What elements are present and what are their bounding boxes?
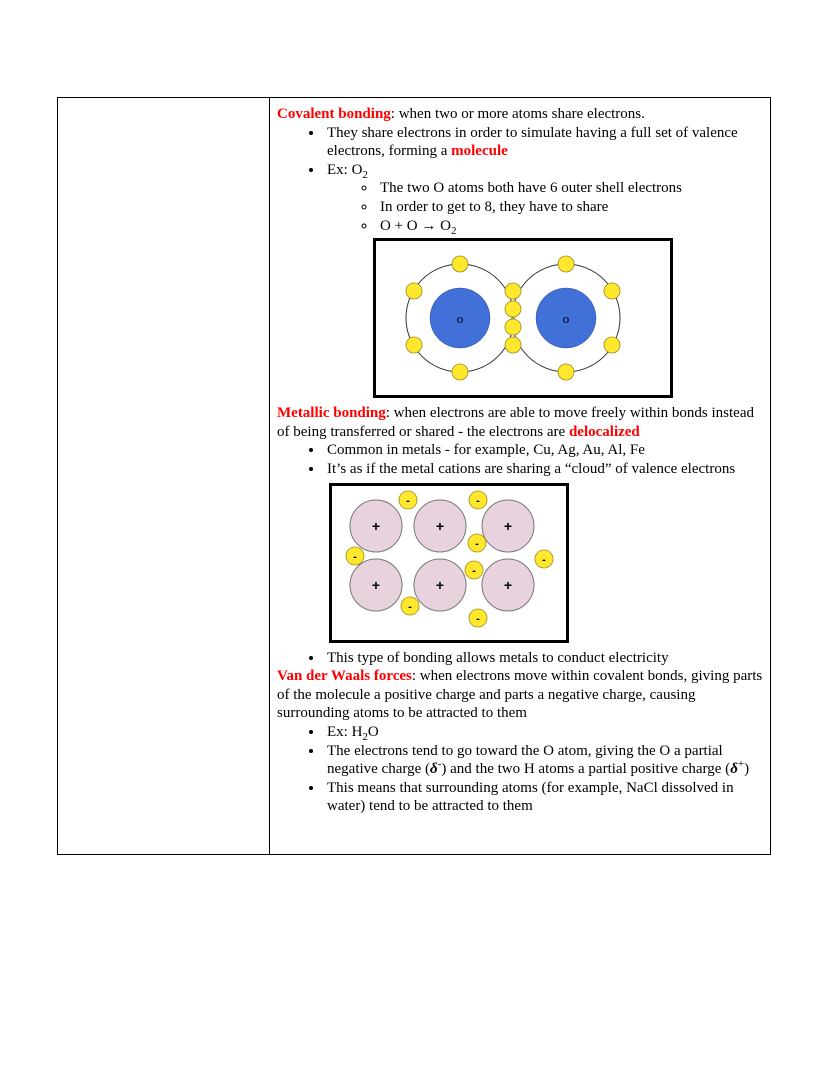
metallic-term: Metallic bonding [277, 405, 386, 422]
electron-dot [604, 337, 620, 353]
atom-label: o [456, 311, 464, 327]
cation-plus-label: + [503, 576, 513, 593]
electron-minus-label: - [542, 553, 546, 566]
list-item [324, 723, 764, 742]
delta-symbol: δ [430, 761, 438, 778]
list-item [324, 441, 764, 460]
list-item [324, 460, 764, 479]
cation-plus-label: + [371, 576, 381, 593]
electron-minus-label: - [406, 494, 410, 507]
table-cell-left [58, 98, 270, 854]
atom-label: o [562, 311, 570, 327]
subscript: 2 [362, 168, 368, 181]
bullet-text: Ex: O [327, 161, 363, 178]
bullet-text: They share electrons in order to simulate having a full set of valence electrons, forming a [327, 124, 738, 160]
vanderwaals-bullet-list [277, 723, 764, 816]
bullet-text: This type of bonding allows metals to conduct electricity [327, 649, 669, 666]
electron-dot [558, 256, 574, 272]
electron-dot [558, 364, 574, 380]
cation-plus-label: + [503, 517, 513, 534]
subscript: 2 [362, 730, 368, 743]
electron-dot [604, 283, 620, 299]
delta-symbol: δ [730, 761, 738, 778]
shared-electron-dot [505, 319, 521, 335]
electron-dot [406, 283, 422, 299]
subscript: 2 [450, 224, 457, 237]
bullet-text: In order to get to 8, they have to share [380, 198, 609, 215]
electron-minus-label: - [476, 612, 480, 625]
bullet-text: The two O atoms both have 6 outer shell electrons [380, 180, 683, 197]
covalent-definition: : when two or more atoms share electrons. [390, 106, 645, 122]
notes-table [57, 97, 771, 855]
electron-minus-label: - [408, 600, 412, 613]
bullet-text: The electrons tend to go toward the O atom, giving the O a partial negative charge ( [327, 742, 723, 778]
list-item [324, 779, 764, 816]
metallic-bullet-list [277, 441, 764, 478]
metallic-diagram-svg [332, 486, 566, 640]
covalent-diagram-svg [376, 241, 670, 395]
list-item [324, 649, 764, 668]
electron-minus-label: - [353, 550, 357, 563]
bullet-text: Common in metals - for example, Cu, Ag, Au, Al, Fe [327, 442, 645, 459]
bullet-text: O + O → O [380, 217, 451, 234]
shared-electron-dot [505, 301, 521, 317]
cation-plus-label: + [435, 576, 445, 593]
superscript: - [437, 758, 442, 771]
superscript: + [737, 758, 745, 771]
bullet-text: ) [744, 761, 750, 778]
vanderwaals-definition: : when electrons move within covalent bonds, giving parts of the molecule a positive charge and parts a negative charge, causing surrounding atoms to be attracted to them [277, 668, 763, 722]
delocalized-highlight: delocalized [568, 423, 640, 440]
covalent-sub-list [327, 179, 764, 235]
metallic-heading [277, 404, 764, 441]
shared-electron-dot [505, 283, 521, 299]
shared-electron-dot [505, 337, 521, 353]
bullet-text: It’s as if the metal cations are sharing a “cloud” of valence electrons [327, 460, 736, 477]
molecule-highlight: molecule [451, 143, 508, 160]
bullet-text: This means that surrounding atoms (for example, NaCl dissolved in water) tend to be attracted to them [327, 779, 734, 815]
list-item [324, 124, 764, 161]
vanderwaals-heading [277, 667, 764, 723]
list-item [377, 198, 764, 217]
list-item [377, 217, 764, 236]
table-cell-content [270, 98, 770, 854]
covalent-bonding-diagram [373, 238, 673, 398]
covalent-heading [277, 105, 764, 124]
electron-minus-label: - [476, 494, 480, 507]
electron-dot [452, 364, 468, 380]
metallic-definition: : when electrons are able to move freely within bonds instead of being transferred or shared - the electrons are [277, 405, 754, 440]
cation-plus-label: + [371, 517, 381, 534]
bullet-text: O [367, 723, 379, 740]
bullet-text: Ex: H [327, 723, 363, 740]
covalent-bullet-list [277, 124, 764, 236]
list-item [324, 742, 764, 779]
bullet-text: ) and the two H atoms a partial positive charge ( [441, 761, 731, 778]
electron-dot [406, 337, 422, 353]
electron-dot [452, 256, 468, 272]
metallic-bonding-diagram [329, 483, 569, 643]
covalent-term: Covalent bonding [277, 106, 391, 122]
cation-plus-label: + [435, 517, 445, 534]
electron-minus-label: - [472, 564, 476, 577]
list-item [324, 161, 764, 235]
vanderwaals-term: Van der Waals forces [277, 668, 412, 685]
electron-minus-label: - [475, 537, 479, 550]
list-item [377, 179, 764, 198]
metallic-bullet-list-2 [277, 649, 764, 668]
